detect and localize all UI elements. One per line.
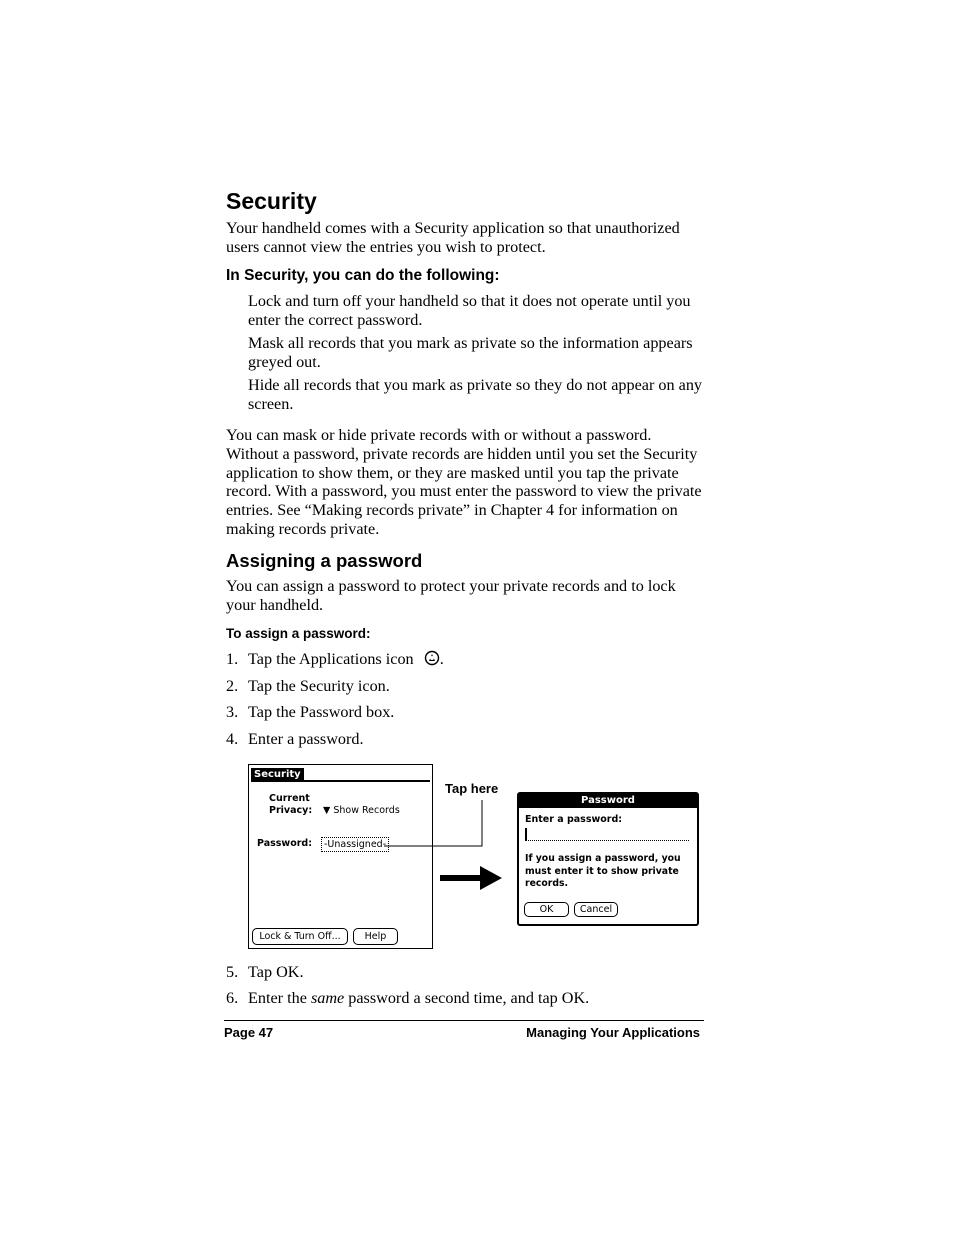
step-text: Tap the Security icon. bbox=[248, 677, 390, 695]
step-text: Tap the Password box. bbox=[248, 703, 395, 721]
step-text-after: password a second time, and tap OK. bbox=[344, 989, 590, 1007]
step-number: 6. bbox=[226, 989, 239, 1007]
step-text: Enter a password. bbox=[248, 730, 364, 748]
password-warning: If you assign a password, you must enter it to show private records. bbox=[525, 853, 681, 889]
current-label: Current bbox=[269, 793, 310, 804]
step-text: Tap OK. bbox=[248, 963, 304, 981]
ok-button[interactable]: OK bbox=[524, 902, 569, 917]
page-title: Security bbox=[226, 188, 317, 214]
step-text-emphasis: same bbox=[310, 989, 345, 1007]
step-number: 2. bbox=[226, 677, 239, 695]
lock-turn-off-button[interactable]: Lock & Turn Off... bbox=[252, 928, 348, 945]
title-underline bbox=[251, 780, 430, 782]
password-entry-field[interactable] bbox=[525, 828, 689, 841]
step-number: 4. bbox=[226, 730, 239, 748]
procedure-heading: To assign a password: bbox=[226, 626, 371, 641]
privacy-value: Show Records bbox=[333, 805, 400, 816]
cancel-button[interactable]: Cancel bbox=[574, 902, 618, 917]
footer-page-number: Page 47 bbox=[224, 1025, 274, 1040]
step-number: 5. bbox=[226, 963, 239, 981]
security-screen bbox=[248, 764, 433, 949]
step-4 bbox=[226, 730, 364, 749]
bullet-lock: Lock and turn off your handheld so that it does not operate until you enter the correct password. bbox=[248, 292, 691, 329]
text-cursor bbox=[525, 828, 527, 840]
assign-paragraph: You can assign a password to protect your private records and to lock your handheld. bbox=[226, 577, 676, 614]
step-number: 1. bbox=[226, 650, 239, 668]
password-dialog bbox=[517, 792, 699, 926]
intro-paragraph: Your handheld comes with a Security application so that unauthorized users cannot view the entries you wish to protect. bbox=[226, 219, 680, 256]
step-2 bbox=[226, 677, 390, 696]
callout-leader-line bbox=[380, 798, 490, 850]
bullet-hide: Hide all records that you mark as private so they do not appear on any screen. bbox=[248, 376, 703, 413]
section-heading-assign: Assigning a password bbox=[226, 550, 423, 571]
step-text-before: Enter the bbox=[248, 989, 311, 1007]
password-prompt: Enter a password: bbox=[525, 814, 623, 825]
step-5 bbox=[226, 963, 304, 982]
privacy-label: Privacy: bbox=[269, 805, 313, 816]
password-box[interactable]: -Unassigned- bbox=[321, 837, 389, 852]
subheading-features: In Security, you can do the following: bbox=[226, 267, 500, 284]
step-3 bbox=[226, 703, 394, 722]
step-6 bbox=[226, 989, 589, 1008]
step-text: Tap the Applications icon bbox=[248, 650, 414, 668]
right-arrow-icon bbox=[440, 864, 504, 892]
dialog-title: Password bbox=[519, 794, 697, 808]
privacy-paragraph: You can mask or hide private records with or without a password. Without a password, private records are hidden until you set the Security application to show them, or they are masked until you tap the private record. With a password, you must enter the password to view the private entries. See “Making records private” in Chapter 4 for information on making records private. bbox=[226, 426, 702, 538]
applications-icon bbox=[424, 650, 440, 671]
footer-chapter-title: Managing Your Applications bbox=[526, 1025, 700, 1040]
step-1 bbox=[226, 650, 444, 671]
step-number: 3. bbox=[226, 703, 239, 721]
help-button[interactable]: Help bbox=[353, 928, 398, 945]
footer-rule bbox=[224, 1020, 704, 1021]
password-label: Password: bbox=[257, 838, 313, 849]
security-tab: Security bbox=[251, 768, 304, 781]
dropdown-arrow-icon: ▼ bbox=[323, 805, 331, 816]
tap-here-callout: Tap here bbox=[445, 781, 499, 796]
step-suffix: . bbox=[439, 650, 444, 668]
bullet-mask: Mask all records that you mark as private so the information appears greyed out. bbox=[248, 334, 693, 371]
